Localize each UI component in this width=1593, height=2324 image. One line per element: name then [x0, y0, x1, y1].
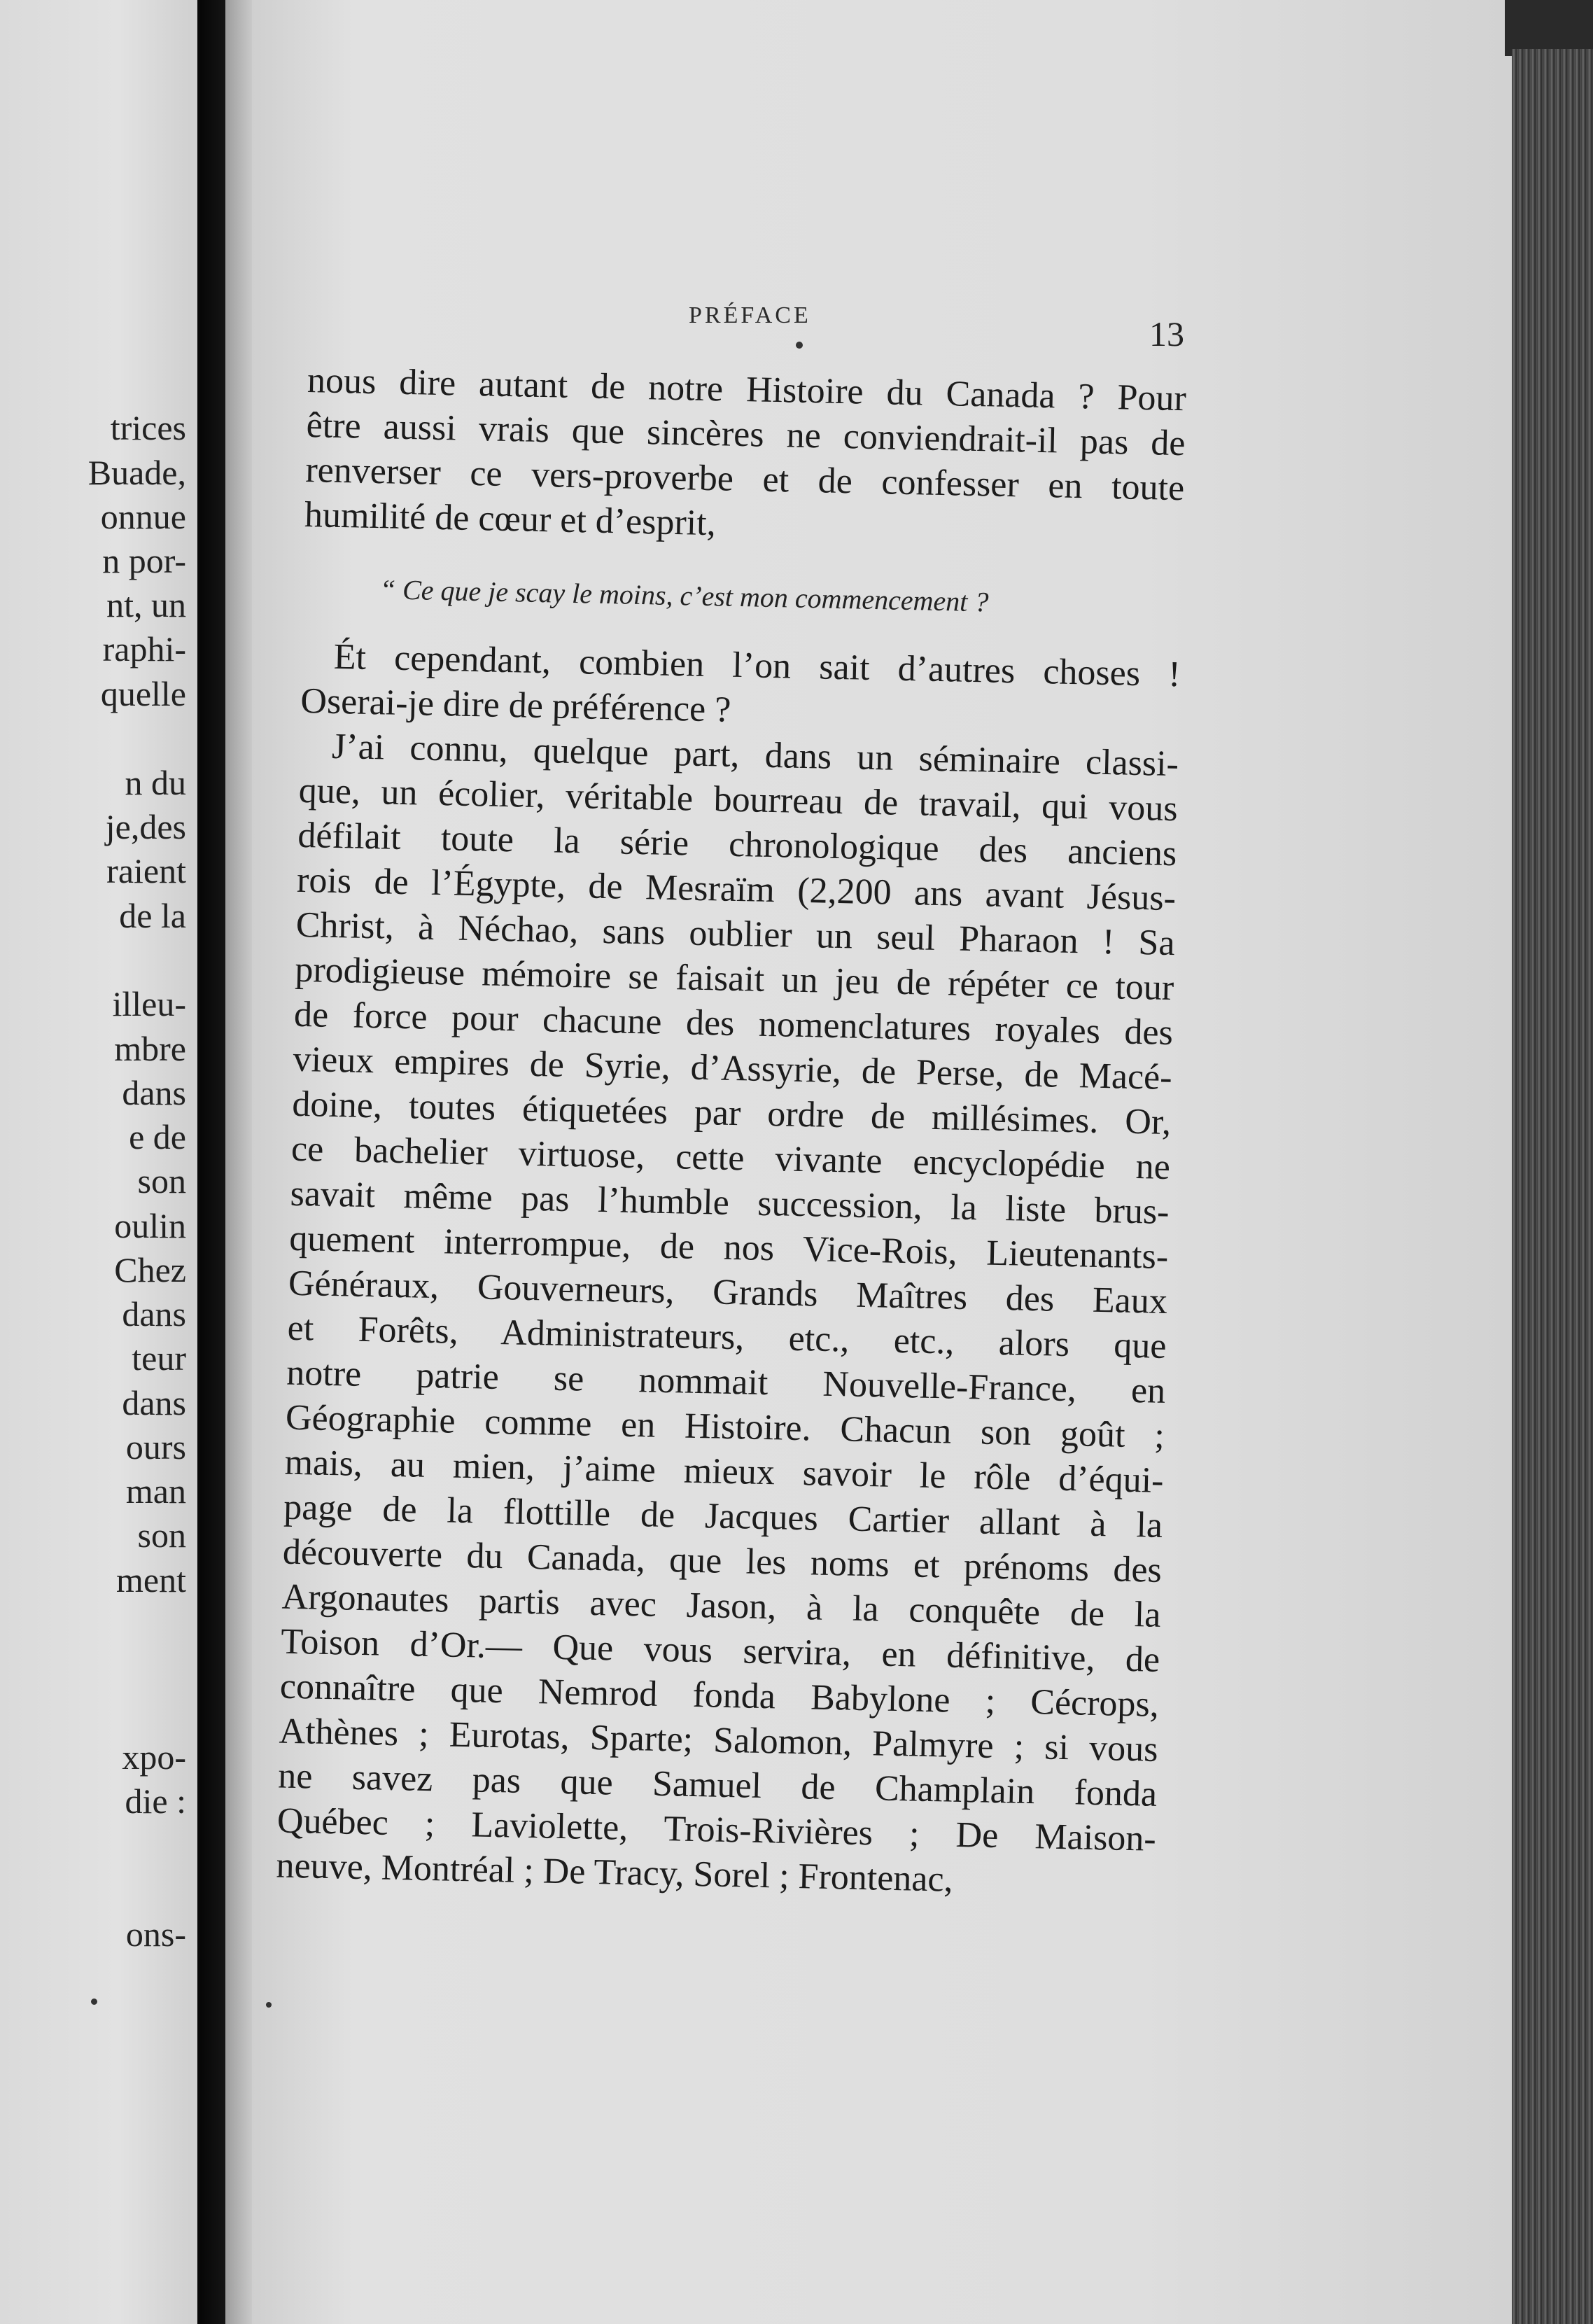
text-line: Géographie comme en Histoire. Chacun son goût ;: [285, 1397, 1165, 1456]
text-line: prodigieuse mémoire se faisait un jeu de répéter ce tour: [294, 949, 1174, 1009]
left-fragment: son: [137, 1516, 186, 1555]
text-line: doine, toutes étiquetées par ordre de millésimes. Or,: [291, 1084, 1172, 1143]
page-stack-top: [1505, 0, 1593, 56]
text-line: notre patrie se nommait Nouvelle-France, en: [286, 1352, 1166, 1411]
text-line: Athènes ; Eurotas, Sparte; Salomon, Palmyre ; si vous: [279, 1711, 1158, 1770]
text-line: mais, au mien, j’aime mieux savoir le rôle d’équi-: [284, 1442, 1165, 1501]
left-fragment: nt, un: [106, 585, 186, 624]
text-line: quement interrompue, de nos Vice-Rois, Lieutenants-: [288, 1218, 1169, 1278]
text-line: que, un écolier, véritable bourreau de travail, qui vous: [298, 770, 1179, 830]
text-line: connaître que Nemrod fonda Babylone ; Cécrops,: [279, 1666, 1160, 1725]
text-line: défilait toute la série chronologique des anciens: [297, 815, 1177, 874]
text-line: Québec ; Laviolette, Trois-Rivières ; De Maison-: [276, 1800, 1157, 1859]
text-line: vieux empires de Syrie, d’Assyrie, de Perse, de Macé-: [293, 1039, 1173, 1098]
text-line: de force pour chacune des nomenclatures royales des: [293, 994, 1174, 1054]
book-gutter-fold: [225, 0, 252, 2324]
left-fragment: Buade,: [87, 453, 186, 492]
scan-speck: [266, 2002, 272, 2008]
left-fragment: mbre: [114, 1029, 186, 1068]
left-facing-page: [0, 0, 197, 2324]
text-line: rois de l’Égypte, de Mesraïm (2,200 ans avant Jésus-: [296, 860, 1177, 919]
left-fragment: n du: [125, 763, 186, 802]
text-line: J’ai connu, quelque part, dans un séminaire classi-: [331, 726, 1179, 785]
text-line: être aussi vrais que sincères ne conviendrait-il pas de: [306, 405, 1186, 464]
running-head: PRÉFACE: [689, 302, 811, 328]
left-fragment: onnue: [100, 497, 186, 536]
scan-speck: [91, 1998, 97, 2005]
page-stack-edge: [1512, 49, 1593, 2324]
left-fragment: quelle: [100, 674, 186, 713]
text-line: ne savez pas que Samuel de Champlain fonda: [277, 1756, 1158, 1814]
left-fragment: illeu-: [112, 984, 186, 1023]
left-fragment: trices: [110, 408, 186, 447]
left-fragment: xpo-: [122, 1737, 186, 1777]
left-fragment: oulin: [114, 1206, 186, 1245]
left-fragment: Chez: [114, 1250, 186, 1289]
left-fragment: de la: [119, 896, 186, 935]
text-line: Christ, à Néchao, sans oublier un seul Pharaon ! Sa: [295, 904, 1176, 964]
text-line: Argonautes partis avec Jason, à la conquête de la: [281, 1576, 1162, 1635]
text-line: nous dire autant de notre Histoire du Canada ? Pour: [307, 360, 1187, 419]
text-line: renverser ce vers-proverbe et de confesser en toute: [304, 449, 1185, 509]
left-fragment: die :: [125, 1782, 186, 1821]
left-fragment: man: [125, 1471, 186, 1511]
text-line: ce bachelier virtuose, cette vivante encyclopédie ne: [290, 1128, 1171, 1188]
text-line: et Forêts, Administrateurs, etc., etc., alors que: [287, 1308, 1167, 1366]
left-fragment: ons-: [125, 1914, 186, 1954]
left-fragment: dans: [122, 1073, 186, 1112]
left-fragment: ment: [116, 1560, 186, 1600]
left-fragment: ours: [125, 1427, 186, 1466]
book-gutter-shadow: [197, 0, 225, 2324]
left-fragment: je,des: [105, 807, 186, 846]
left-fragment: raphi-: [102, 629, 186, 668]
left-fragment: teur: [132, 1338, 186, 1378]
left-fragment: n por-: [102, 541, 186, 580]
left-fragment: dans: [122, 1294, 186, 1334]
left-fragment: e de: [129, 1117, 186, 1156]
text-line: page de la flottille de Jacques Cartier allant à la: [283, 1487, 1163, 1546]
text-line: Généraux, Gouverneurs, Grands Maîtres des Eaux: [288, 1263, 1168, 1322]
text-line: humilité de cœur et d’esprit,: [304, 494, 717, 544]
left-fragment: son: [137, 1161, 186, 1200]
page-number: 13: [1149, 314, 1184, 354]
left-fragment: dans: [122, 1383, 186, 1422]
text-line: savait même pas l’humble succession, la liste brus-: [290, 1173, 1170, 1233]
text-line: Oserai-je dire de préférence ?: [300, 680, 731, 730]
text-line: neuve, Montréal ; De Tracy, Sorel ; Frontenac,: [276, 1845, 954, 1900]
text-line: Toison d’Or.— Que vous servira, en définitive, de: [280, 1621, 1160, 1680]
scan-speck: [796, 342, 803, 349]
text-line: Ét cependant, combien l’on sait d’autres choses !: [333, 636, 1181, 695]
epigraph-quote: “ Ce que je scay le moins, c’est mon commencement ?: [379, 573, 989, 618]
text-line: découverte du Canada, que les noms et prénoms des: [282, 1532, 1163, 1590]
left-fragment: raient: [106, 851, 186, 890]
